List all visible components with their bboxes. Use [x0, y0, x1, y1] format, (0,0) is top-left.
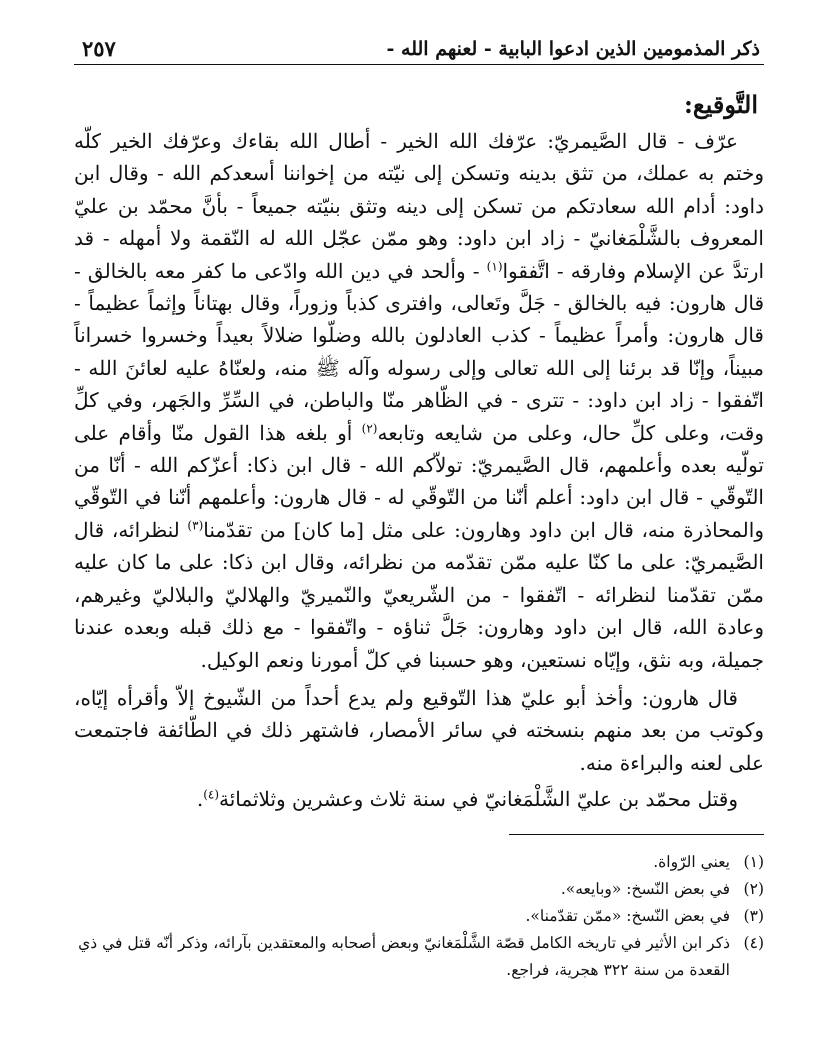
footnote-number: (٣) [743, 906, 764, 925]
footnote-marker: (٤) [203, 787, 220, 802]
paragraph-text: - وألحد في دين الله وادّعى ما كفر معه بالخالق - قال هارون: فيه بالخالق - جَلَّ وتَعالى، وافترى كذباً وزوراً، وقال بهتاناً وإثماً عظيماً - قال هارون: وأمراً عظيماً - كذب العادلون بالله وضلّوا ضلالاً بعيداً وخسروا خسراناً مبيناً، وإنّا قد برئنا إلى الله تعالى وإلى رسوله وآله ﷺ منه، ولعنّاهُ عليه لعائنَ الله - اتّفقوا - زاد ابن داود: - تترى - في الظّاهر منّا والباطن، في السِّرِّ والجَهر، وفي كلِّ وقت، وعلى كلِّ حال، وعلى من شايعه وتابعه [74, 258, 765, 445]
footnote [74, 903, 764, 930]
document-page [74, 34, 764, 984]
running-header [74, 34, 764, 65]
footnote-marker: (٢) [361, 421, 378, 435]
paragraph-text: لنظرائه، قال الصَّيمريّ: على ما كنّا عليه ممّن تقدّمه من نظرائه، وقال ابن ذكا: على ما كان عليه ممّن تقدّمنا لنظرائه - اتّفقوا - من الشّريعيّ والنّميريّ والهلاليّ والبلاليّ وغيرهم، وعادة الله، قال ابن داود وهارون: جَلَّ ثناؤه - واتّفقوا - مع ذلك قبله وبعده عندنا جميلة، وبه نثق، وإيّاه نستعين، وهو حسبنا في كلّ أمورنا ونعم الوكيل. [74, 517, 764, 672]
paragraph-haroun: قال هارون: وأخذ أبو عليّ هذا التّوقيع ولم يدع أحداً من الشّيوخ إلاّ وأقرأه إيّاه، وكوتب من بعد منهم بنسخته في سائر الأمصار، فاشتهر ذلك في الطّائفة فاجتمعت على لعنه والبراءة منه. [74, 685, 764, 775]
footnote-number: (١) [743, 852, 764, 871]
footnote [74, 876, 764, 903]
footnote-divider [509, 834, 764, 835]
paragraph-text: وقتل محمّد بن عليّ الشَّلْمَغانيّ في سنة ثلاث وعشرين وثلاثمائة [219, 787, 738, 812]
footnote-text: في بعض النّسخ: «وبايعه». [560, 879, 730, 898]
footnote-number: (٢) [743, 879, 764, 898]
paragraph-text: أو بلغه هذا القول منّا وأقام على تولّيه بعده وأعلمهم، قال الصَّيمريّ: تولاّكم الله - قال ابن ذكا: أعزّكم الله - أنّا من التّوقّي - قال ابن داود: أعلم أنّنا من التّوقّي له - قال هارون: وأعلمهم أنّنا في التّوقّي والمحاذرة منه، قال ابن داود وهارون: على مثل [ما كان] من تقدّمنا [74, 420, 764, 542]
paragraph-text: عرّف - قال الصَّيمريّ: عرّفك الله الخير - أطال الله بقاءك وعرّفك الخير كلّه وختم به عملك، من تثق بدينه وتسكن إلى نيّته من إخواننا أسعدكم الله - وقال ابن داود: أدام الله سعادتكم من تسكن إلى دينه وتثق بنيّته جميعاً - بأنَّ محمّد بن عليّ المعروف بالشَّلْمَغانيّ - زاد ابن داود: وهو ممّن عجّل الله له النّقمة ولا أمهله - قد ارتدَّ عن الإسلام وفارقه - اتَّفقوا [74, 129, 764, 283]
paragraph-text: . [196, 787, 204, 812]
footnote-text: في بعض النّسخ: «ممّن تقدّمنا». [525, 906, 730, 925]
footnotes [74, 849, 764, 984]
paragraph-tawqi [74, 125, 764, 676]
footnote-number: (٤) [743, 933, 764, 952]
footnote [74, 930, 764, 984]
page-number: ٢٥٧ [82, 36, 116, 61]
footnote [74, 849, 764, 876]
footnote-marker: (٣) [187, 518, 204, 533]
paragraph-death [74, 783, 764, 815]
running-title: ذكر المذمومين الذين ادعوا البابية - لعنهم الله - [386, 38, 760, 60]
main-text [74, 125, 764, 816]
footnote-text: ذكر ابن الأثير في تاريخه الكامل قصّة الشَّلْمَغانيّ وبعض أصحابه والمعتقدين بآرائه، وذكر أنّه قتل في ذي القعدة من سنة ٣٢٢ هجرية، فراجع. [78, 933, 730, 979]
footnote-marker: (١) [486, 258, 503, 273]
footnote-text: يعني الرّواة. [653, 852, 730, 871]
section-heading: التَّوقيع: [684, 90, 758, 119]
